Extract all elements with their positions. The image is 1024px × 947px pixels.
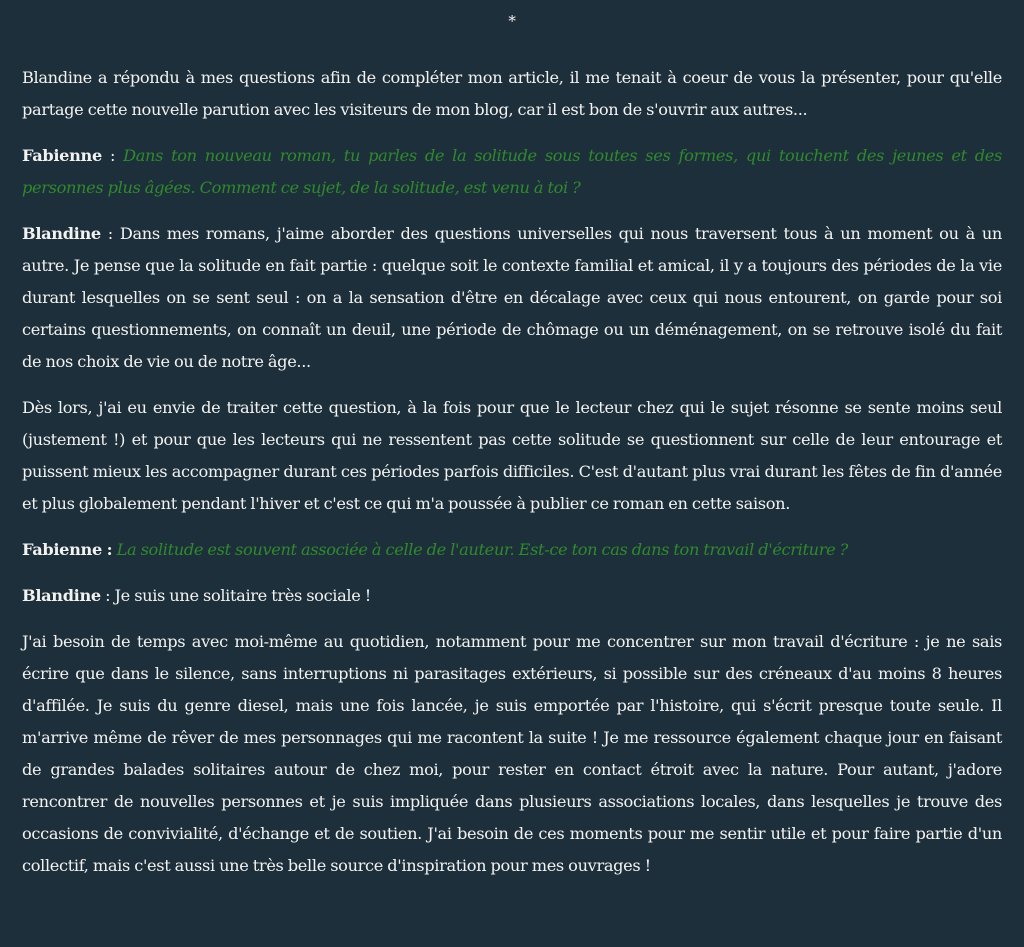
- answer-1-continued: Dès lors, j'ai eu envie de traiter cette question, à la fois pour que le lecteur chez qui le sujet résonne se sente moins seul (justement !) et pour que les lecteurs qui ne ressentent pas cette solitude se questionnent sur celle de leur entourage et puissent mieux les accompagner durant ces périodes parfois difficiles. C'est d'autant plus vrai durant les fêtes de fin d'année et plus globalement pendant l'hiver et c'est ce qui m'a poussée à publier ce roman en cette saison.: [22, 398, 1002, 513]
- speaker-name: Blandine: [22, 586, 101, 605]
- answer-1: [22, 218, 1002, 378]
- question-1: [22, 140, 1002, 204]
- speaker-name: Fabienne :: [22, 540, 113, 559]
- question-text: La solitude est souvent associée à celle de l'auteur. Est-ce ton cas dans ton travail d'écriture ?: [116, 540, 848, 559]
- speaker-separator: :: [100, 224, 120, 243]
- speaker-name: Fabienne: [22, 146, 102, 165]
- answer-2-continued: J'ai besoin de temps avec moi-même au quotidien, notamment pour me concentrer sur mon travail d'écriture : je ne sais écrire que dans le silence, sans interruptions ni parasitages extérieurs, si possible sur des créneaux d'au moins 8 heures d'affilée. Je suis du genre diesel, mais une fois lancée, je suis emportée par l'histoire, qui s'écrit presque toute seule. Il m'arrive même de rêver de mes personnages qui me racontent la suite ! Je me ressource également chaque jour en faisant de grandes balades solitaires autour de chez moi, pour rester en contact étroit avec la nature. Pour autant, j'adore rencontrer de nouvelles personnes et je suis impliquée dans plusieurs associations locales, dans lesquelles je trouve des occasions de convivialité, d'échange et de soutien. J'ai besoin de ces moments pour me sentir utile et pour faire partie d'un collectif, mais c'est aussi une très belle source d'inspiration pour mes ouvrages !: [22, 632, 1002, 875]
- speaker-name: Blandine: [22, 224, 101, 243]
- speaker-separator: :: [100, 586, 115, 605]
- answer-text: Dans mes romans, j'aime aborder des questions universelles qui nous traversent tous à un moment ou à un autre. Je pense que la solitude en fait partie : quelque soit le contexte familial et amical, il y a toujours des périodes de la vie durant lesquelles on se sent seul : on a la sensation d'être en décalage avec ceux qui nous entourent, on garde pour soi certains questionnements, on connaît un deuil, une période de chômage ou un déménagement, on se retrouve isolé du fait de nos choix de vie ou de notre âge...: [22, 224, 1002, 371]
- question-text: Dans ton nouveau roman, tu parles de la solitude sous toutes ses formes, qui touchent des jeunes et des personnes plus âgées. Comment ce sujet, de la solitude, est venu à toi ?: [22, 146, 1002, 197]
- question-2: [22, 534, 1002, 566]
- answer-2: [22, 580, 1002, 612]
- speaker-separator: :: [101, 146, 124, 165]
- intro-paragraph: Blandine a répondu à mes questions afin de compléter mon article, il me tenait à coeur de vous la présenter, pour qu'elle partage cette nouvelle parution avec les visiteurs de mon blog, car il est bon de s'ouvrir aux autres...: [22, 68, 1002, 119]
- section-separator: *: [508, 12, 516, 30]
- answer-text: Je suis une solitaire très sociale !: [114, 586, 371, 605]
